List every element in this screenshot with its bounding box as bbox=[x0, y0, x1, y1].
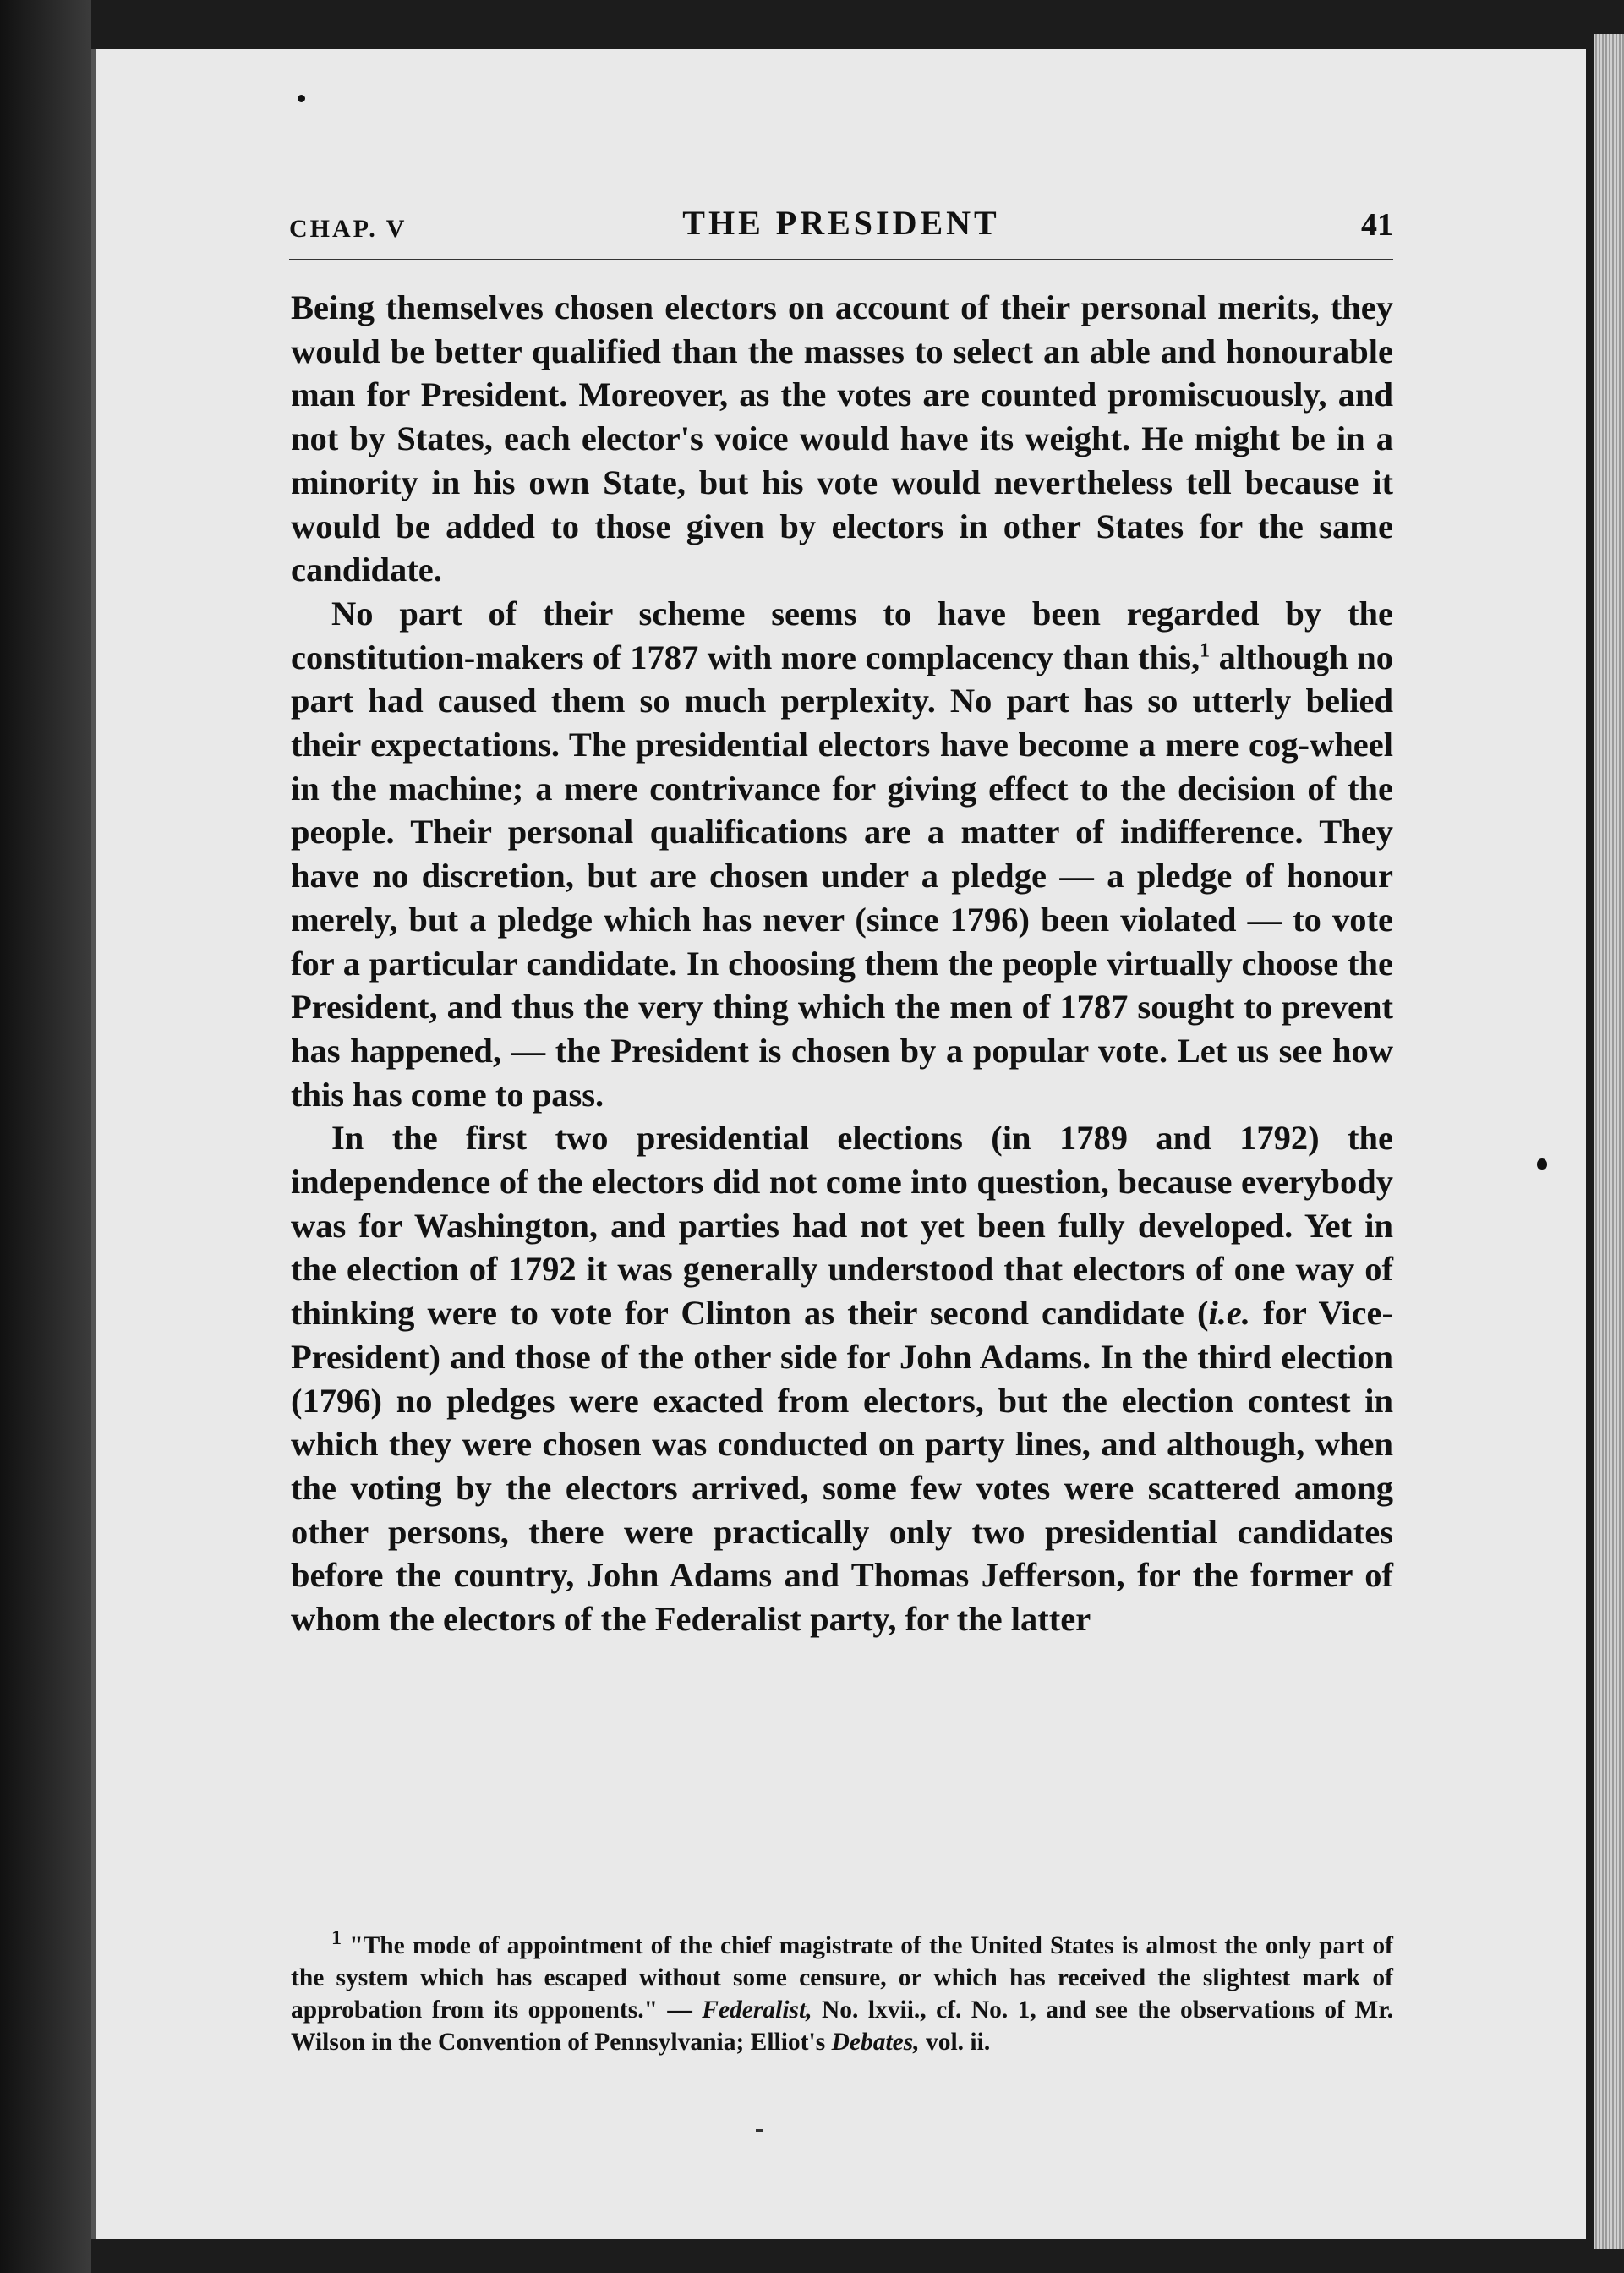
book-spine-shadow bbox=[0, 0, 91, 2273]
running-header bbox=[289, 203, 1393, 247]
paragraph: Being themselves chosen electors on account of their personal merits, they would be better qualified than the masses to select an able and honourable man for President. Moreover, as the votes are counted promiscuously, and not by States, each elector's voice would have its weight. He might be in a minority in his own State, but his vote would nevertheless tell because it would be added to those given by electors in other States for the same candidate. bbox=[291, 288, 1393, 589]
page-number: 41 bbox=[1361, 207, 1393, 243]
paragraph-italic: i.e. bbox=[1208, 1294, 1250, 1333]
paragraph-text: No part of their scheme seems to have been regarded by the constitution-makers of 1787 with more complacency than this, bbox=[291, 594, 1393, 676]
chapter-label: CHAP. V bbox=[289, 215, 407, 243]
paragraph-text: for Vice-President) and those of the other side for John Adams. In the third election (1796) no pledges were exacted from electors, but the election contest in which they were chosen was conducted on party lines, and although, when the voting by the electors arrived, some few votes were scattered among other persons, there were practically only two presidential candidates before the country, John Adams and Thomas Jefferson, for the former of whom the electors of the Federalist party, for the latter bbox=[291, 1294, 1393, 1639]
footnotes bbox=[291, 1927, 1394, 2058]
footnote-source: Debates, bbox=[831, 2029, 920, 2056]
paragraph bbox=[291, 1116, 1393, 1640]
page-title: THE PRESIDENT bbox=[682, 204, 1000, 242]
main-text bbox=[291, 286, 1393, 1641]
footnote-reference: 1 bbox=[1200, 639, 1211, 662]
paragraph-text: although no part had caused them so much perplexity. No part has so utterly belied their expectations. The presidential electors have become a mere cog-wheel in the machine; a mere contrivance for giving effect to the decision of the people. Their personal qualifications are a matter of indifference. They have no discretion, but are chosen under a pledge — a pledge of honour merely, but a pledge which has never (since 1796) been violated — to vote for a particular candidate. In choosing them the people virtually choose the President, and thus the very thing which the men of 1787 sought to prevent has happened, — the President is chosen by a popular vote. Let us see how this has come to pass. bbox=[291, 638, 1393, 1114]
ink-speck bbox=[1537, 1158, 1547, 1170]
paragraph bbox=[291, 592, 1393, 1116]
footnote-text: vol. ii. bbox=[919, 2029, 991, 2056]
footnote bbox=[291, 1927, 1394, 2058]
footnote-marker: 1 bbox=[331, 1927, 342, 1950]
paragraph-text: In the first two presidential elections (in 1789 and 1792) the independence of the electors did not come into question, because everybody was for Washington, and parties had not yet been fully developed. Yet in the election of 1792 it was generally understood that electors of one way of thinking were to vote for Clinton as their second candidate ( bbox=[291, 1119, 1393, 1333]
header-rule bbox=[289, 259, 1393, 260]
footnote-text: "The mode of appointment of the chief magistrate of the United States is almost the only part of the system which has escaped without some censure, or which has received the slightest mark of approbation from its opponents." — bbox=[291, 1932, 1394, 2024]
footnote-text: No. lxvii., cf. No. 1, and see the observations of Mr. Wilson in the Convention of Pennsylvania; Elliot's bbox=[291, 1996, 1393, 2056]
footnote-source: Federalist, bbox=[702, 1996, 812, 2024]
page-edge-stack bbox=[1594, 34, 1624, 2249]
ink-speck bbox=[298, 95, 305, 102]
ink-speck bbox=[756, 2129, 763, 2132]
